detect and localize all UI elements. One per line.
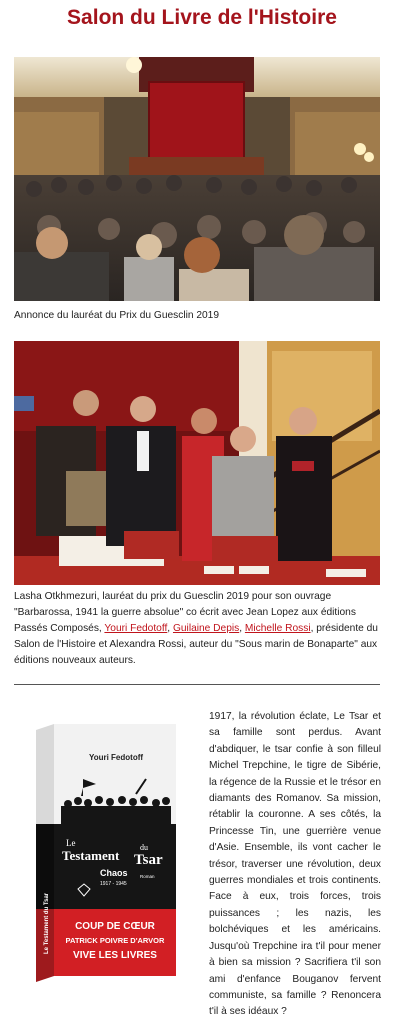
link-youri-fedotoff[interactable]: Youri Fedotoff <box>104 623 168 634</box>
book-title-line1: Le <box>66 838 76 848</box>
conference-hall-photo <box>14 57 380 301</box>
book-author: Youri Fedotoff <box>88 753 144 762</box>
link-guilaine-depis[interactable]: Guilaine Depis <box>172 623 240 634</box>
book-title-line4: Tsar <box>134 852 163 868</box>
page-title: Salon du Livre de l'Histoire <box>67 6 337 29</box>
laureate-group-photo <box>14 341 380 585</box>
book-years: 1917 - 1945 <box>100 881 127 887</box>
caption-text-end: , présidente du Salon de l'Histoire et Alexandra Rossi, auteur du "Sous marin de Bonaparte" aux éditions nouveaux auteurs. <box>14 623 378 666</box>
caption-separator: , <box>167 623 173 634</box>
book-spine-title: Le Testament du Tsar <box>44 892 50 954</box>
laureate-photo-caption <box>14 589 380 669</box>
conference-photo-caption: Annonce du lauréat du Prix du Guesclin 2019 <box>14 310 220 321</box>
book-subtitle: Chaos <box>100 868 128 878</box>
caption-text-start: Lasha Otkhmezuri, lauréat du prix du Guesclin 2019 pour son ouvrage "Barbarossa, 1941 la guerre absolue" co écrit avec Jean Lopez aux éditions Passés Composés, <box>14 591 356 634</box>
caption-separator: , <box>239 623 245 634</box>
book-band-line2: PATRICK POIVRE D'ARVOR <box>65 936 165 945</box>
link-michelle-rossi[interactable]: Michelle Rossi <box>244 623 311 634</box>
book-summary: 1917, la révolution éclate, Le Tsar et sa famille sont perdus. Avant d'abdiquer, le tsar confie à son filleul Michel Trepchine, le tigre de Sibérie, la régence de la Russie et le trésor en diamants des Romanov. Sa mission, rétablir la couronne. A ses côtés, la Princesse Tin, une guerrière venue d'Asie. Ensemble, ils vont cacher le trésor, traverser une révolution, deux guerres mondiales et trois continents. Face à eux, trois forces, trois puissances ; les nazis, les bolchéviques et les américains. Jusqu'où Trepchine ira t'il pour mener à bien sa mission ? Sacrifiera t'il son ami d'enfance Bouganov fervent communiste, sa famille ? Renoncera t'il à ses idéaux ? <box>209 711 381 1018</box>
book-title-line3: du <box>140 843 148 852</box>
book-cover-image <box>36 724 176 982</box>
book-band-line1: COUP DE CŒUR <box>75 921 155 932</box>
book-genre: Roman <box>140 874 155 879</box>
section-divider <box>14 684 380 685</box>
book-band-line3: VIVE LES LIVRES <box>73 950 157 961</box>
book-title-line2: Testament <box>62 848 120 863</box>
